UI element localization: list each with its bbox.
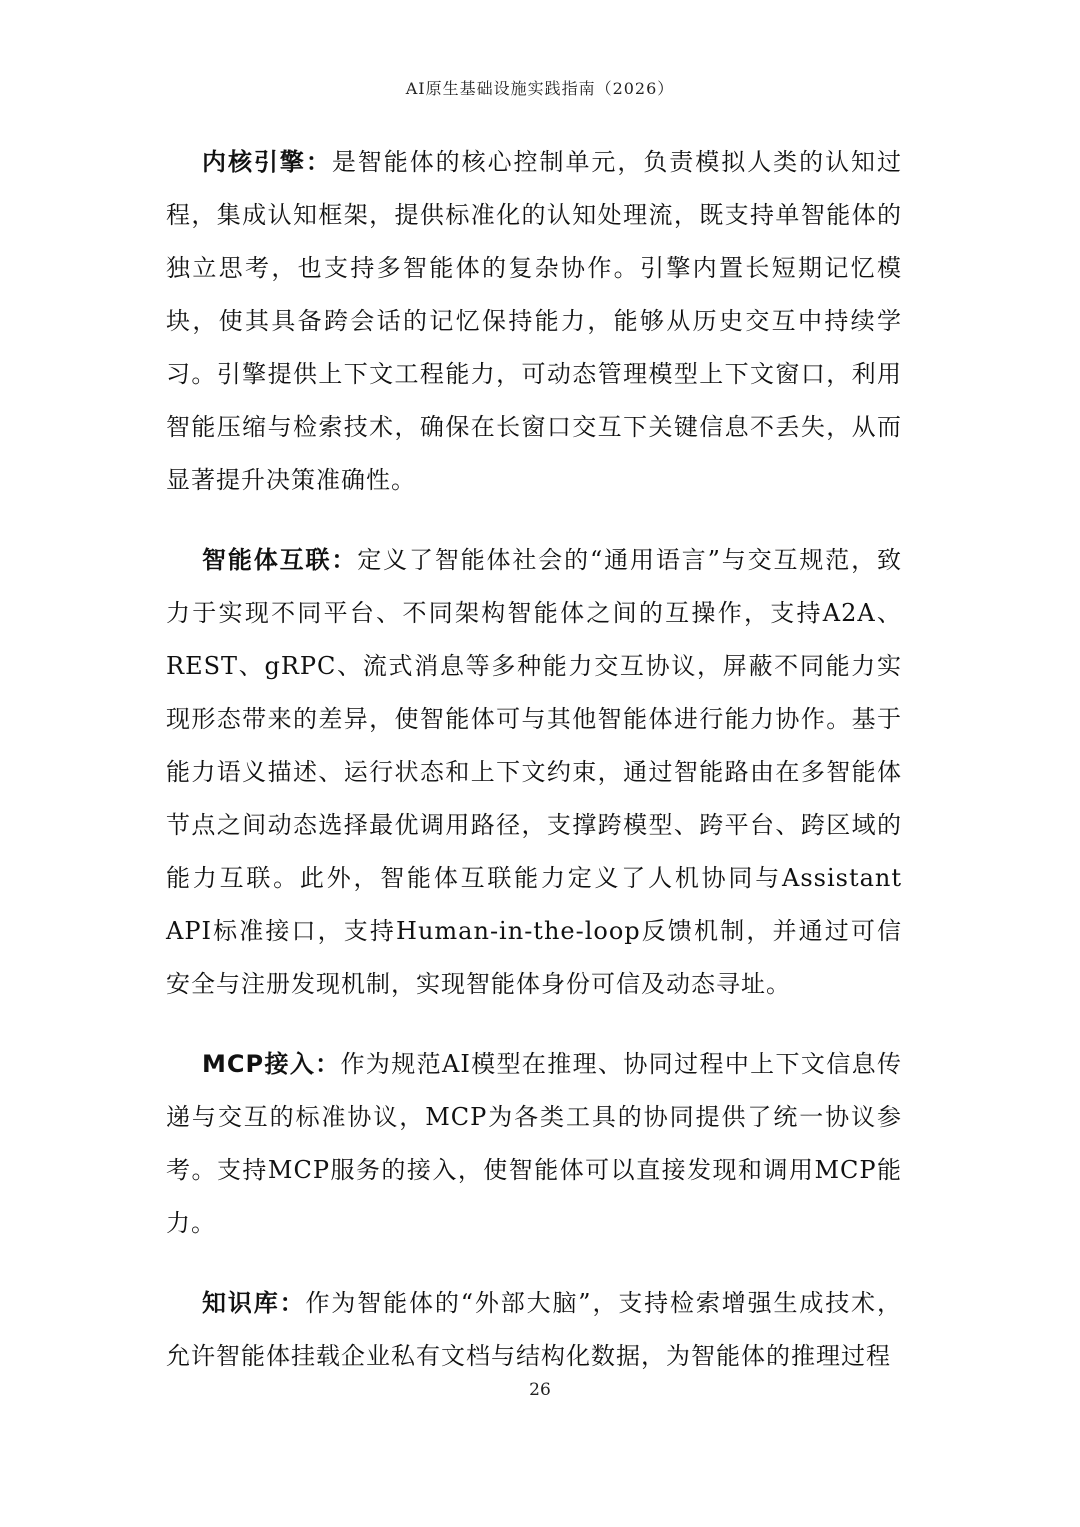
term-agent-interconnect: 智能体互联： [202, 546, 358, 574]
running-header: AI原生基础设施实践指南（2026） [405, 79, 675, 98]
paragraph-text: 是智能体的核心控制单元，负责模拟人类的认知过程，集成认知框架，提供标准化的认知处理流，既支持单智能体的独立思考，也支持多智能体的复杂协作。引擎内置长短期记忆模块，使其具备跨会话的记忆保持能力，能够从历史交互中持续学习。引擎提供上下文工程能力，可动态管理模型上下文窗口，利用智能压缩与检索技术，确保在长窗口交互下关键信息不丢失，从而显著提升决策准确性。 [166, 148, 903, 494]
page-number: 26 [529, 1380, 551, 1400]
term-mcp-access: MCP接入： [202, 1050, 341, 1078]
term-knowledge-base: 知识库： [202, 1289, 306, 1317]
paragraph-knowledge-base [166, 1277, 902, 1383]
term-kernel-engine: 内核引擎： [202, 148, 332, 176]
paragraph-text: 作为智能体的“外部大脑”，支持检索增强生成技术，允许智能体挂载企业私有文档与结构化数据，为智能体的推理过程 [166, 1289, 903, 1370]
paragraph-kernel-engine [166, 136, 902, 507]
paragraph-text: 作为规范AI模型在推理、协同过程中上下文信息传递与交互的标准协议，MCP为各类工具的协同提供了统一协议参考。支持MCP服务的接入，使智能体可以直接发现和调用MCP能力。 [166, 1050, 902, 1237]
paragraph-text: 定义了智能体社会的“通用语言”与交互规范，致力于实现不同平台、不同架构智能体之间的互操作，支持A2A、REST、gRPC、流式消息等多种能力交互协议，屏蔽不同能力实现形态带来的差异，使智能体可与其他智能体进行能力协作。基于能力语义描述、运行状态和上下文约束，通过智能路由在多智能体节点之间动态选择最优调用路径，支撑跨模型、跨平台、跨区域的能力互联。此外，智能体互联能力定义了人机协同与Assistant API标准接口，支持Human-in-the-loop反馈机制，并通过可信安全与注册发现机制，实现智能体身份可信及动态寻址。 [166, 546, 902, 998]
paragraph-mcp-access [166, 1038, 902, 1250]
body-text [166, 136, 902, 1383]
paragraph-agent-interconnect [166, 534, 902, 1011]
